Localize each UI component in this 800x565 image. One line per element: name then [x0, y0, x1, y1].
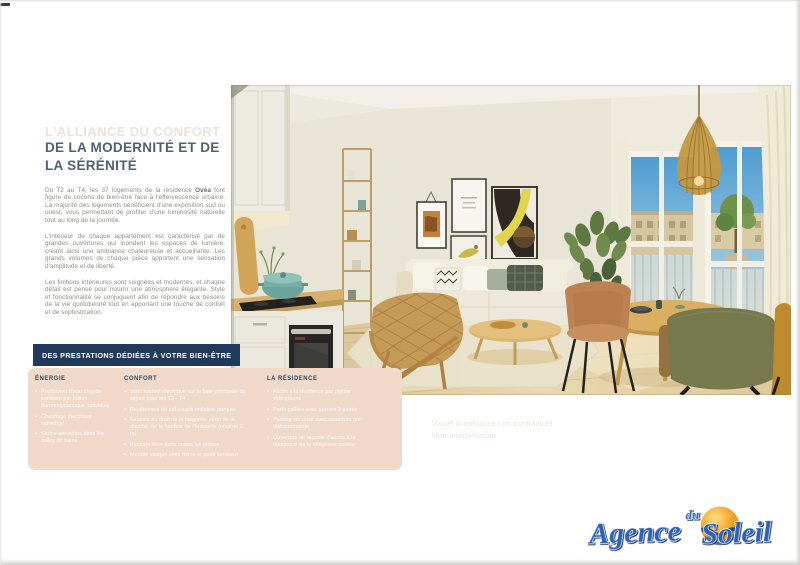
scan-edge-right: [795, 0, 800, 565]
residence-list: [267, 389, 373, 452]
scan-edge-left: [0, 0, 2, 565]
list-item: • Revêtement de sol souple imitation parquet: [124, 406, 236, 413]
bullet-icon: •: [35, 389, 37, 395]
bullet-icon: •: [35, 431, 37, 437]
photo-caption-line-2: libre interprétation: [432, 431, 497, 440]
list-item: • Porte palière avec serrure 3 points: [267, 406, 358, 413]
title-line-2: LA SÉRÉNITÉ: [45, 158, 138, 173]
list-item: • Volet roulant électrique sur la baie principale du séjour pour les T3 - T4: [124, 389, 246, 402]
paragraph-1: Du T2 au T4, les 37 logements de la résidence Ovéa font figure de cocons de bien-être face à l'effervescence urbaine. La majorité des logements bénéficient d'une exposition sud ou ouest, vous permettant de profiter d'une luminosité naturelle tout au long de la journée.: [45, 187, 225, 224]
interior-photo-illustration: [231, 85, 791, 395]
list-item: • Faïence au droit de la baignoire et/ou de la douche sur la hauteur de l'huisserie (environ 2 m): [124, 417, 243, 437]
bullet-icon: •: [124, 441, 126, 448]
scan-edge-bottom: [0, 559, 800, 565]
column-header-residence: LA RÉSIDENCE: [267, 376, 318, 382]
bullet-icon: •: [267, 417, 269, 423]
title-line-1: DE LA MODERNITÉ ET DE: [45, 140, 220, 155]
column-header-confort: CONFORT: [124, 376, 158, 382]
prestations-banner: DES PRESTATIONS DÉDIÉES À VOTRE BIEN-ÊTRE: [33, 344, 240, 366]
confort-list: [124, 389, 246, 463]
bullet-icon: •: [267, 389, 269, 395]
list-item: • Parking sécurisé avec ouverture par télécommande: [267, 417, 362, 430]
page-title: [45, 139, 220, 175]
interior-photo: [231, 85, 791, 395]
photo-caption: [432, 418, 552, 442]
energie-list: [35, 389, 111, 449]
list-item: • Chauffage électrique individuel: [35, 413, 92, 427]
logo-word-du: du: [685, 506, 700, 523]
bullet-icon: •: [35, 413, 37, 420]
agence-du-soleil-logo: [588, 499, 796, 555]
bullet-icon: •: [124, 452, 126, 458]
prestations-panel: [28, 368, 402, 470]
bullet-icon: •: [124, 406, 126, 413]
list-item: • Ouverture de la porte d'accès à la résidence via le téléphone mobile: [267, 434, 356, 448]
bullet-icon: •: [124, 389, 126, 395]
scan-edge-top: [0, 0, 800, 2]
paragraph-3: Les finitions intérieures sont soignées et modernes, et chaque détail est pensé pour nourrir une atmosphère élégante. Style et fonctionnalité se conjuguent afin de répondre aux besoins de la vie quotidienne tout en apportant une touche de confort et de sophistication.: [45, 279, 225, 316]
residence-name: Ovéa: [195, 187, 211, 194]
list-item: • Meuble vasque avec miroir et point lumineux: [124, 452, 239, 458]
logo-word-soleil: Soleil: [700, 515, 772, 551]
photo-caption-line-1: Visuel d'ambiance non contractuel: [432, 419, 553, 428]
list-item: • Accès à la résidence par platine vidéophone: [267, 389, 351, 402]
paragraph-2: L'intérieur de chaque appartement est caractérisé par de grandes ouvertures qui inondent les espaces de lumière, créant ainsi une ambiance chaleureuse et accueillante. Les grands volumes de chaque pièce apportent une sensation d'amplitude et de liberté.: [45, 233, 225, 270]
bullet-icon: •: [267, 406, 269, 413]
column-header-energie: ÉNERGIE: [35, 376, 66, 382]
bullet-icon: •: [267, 434, 269, 441]
list-item: • Production d'eau chaude sanitaire par ballon thermodynamique individuel: [35, 389, 110, 409]
list-item: • Peinture lisse dans toutes les pièces: [124, 441, 219, 448]
agency-logo: [588, 499, 796, 555]
bullet-icon: •: [124, 417, 126, 423]
list-item: • Sèche-serviettes dans les salles de bains: [35, 431, 104, 444]
eyebrow-title: L'ALLIANCE DU CONFORT: [45, 124, 221, 139]
logo-word-agence: Agence: [588, 514, 682, 551]
intro-paragraphs: [45, 187, 225, 325]
